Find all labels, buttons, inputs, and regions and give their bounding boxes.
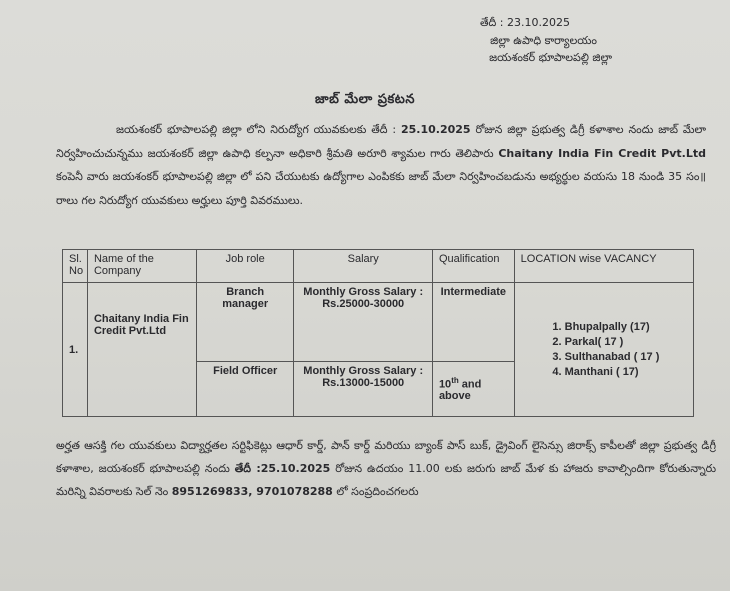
footer-text-1: అర్హత ఆసక్తి గల యువకులు విద్యార్హతల సర్టిఫికెట్లు ఆధార్ కార్డ్, పాన్ కార్డ్ మరియు బ్యాంక్ పాస్ బుక్, డ్రైవింగ్ లైసెన్సు జిరాక్స్ కాపీలతో జిల్లా ప్రభుత్వ డిగ్రీ కళాశాల, జయశంకర్ భూపాలపల్లి నందు <box>56 439 716 475</box>
header-date: తేదీ : 23.10.2025 <box>479 16 570 29</box>
footer-paragraph <box>56 434 716 503</box>
table-row <box>63 283 694 362</box>
location-list <box>521 320 687 380</box>
cell-salary: Monthly Gross Salary : Rs.25000-30000 <box>294 283 432 362</box>
header-sl-no: Sl. No <box>63 250 88 283</box>
location-item: 1. Bhupalpally (17) <box>565 320 687 335</box>
cell-salary: Monthly Gross Salary : Rs.13000-15000 <box>294 362 432 417</box>
header-job-role: Job role <box>196 250 294 283</box>
qualification-number: 10 <box>438 378 452 391</box>
location-item: 2. Parkal( 17 ) <box>565 335 687 350</box>
qualification-rest: and above <box>438 378 482 403</box>
location-item: 3. Sulthanabad ( 17 ) <box>565 350 687 365</box>
cell-sl-no: 1. <box>63 283 88 417</box>
intro-date: 25.10.2025 <box>401 123 471 136</box>
header-salary: Salary <box>294 250 432 283</box>
footer-phones: 8951269833, 9701078288 <box>171 485 333 498</box>
vacancy-table <box>62 249 694 417</box>
intro-paragraph <box>56 118 706 212</box>
footer-text-2: రోజున ఉదయం 11.00 లకు జరుగు జాబ్ మేళ కు హాజరు కావాల్సిందిగా కోరుతున్నారు మరిన్ని వివరాలకు సెల్ నెం <box>56 462 716 498</box>
cell-company: Chaitany India Fin Credit Pvt.Ltd <box>87 283 196 417</box>
table-header-row <box>63 250 694 283</box>
footer-text-3: లో సంప్రదించగలరు <box>332 485 419 498</box>
cell-qualification: Intermediate <box>432 283 514 362</box>
notice-title: జాబ్ మేలా ప్రకటన <box>315 92 415 107</box>
intro-text-2: రోజున జిల్లా ప్రభుత్వ డిగ్రీ కళాశాల నందు జాబ్ మేలా నిర్వహించుచున్నము జయశంకర్ జిల్లా ఉపాధి కల్పనా అధికారి శ్రీమతి అరూరి శ్యామల గారు తెలిపారు <box>56 123 706 160</box>
cell-locations <box>514 283 693 417</box>
cell-job-role: Branch manager <box>196 283 294 362</box>
header-qualification: Qualification <box>432 250 514 283</box>
footer-date: తేదీ :25.10.2025 <box>234 462 331 475</box>
cell-job-role: Field Officer <box>196 362 294 417</box>
intro-text-1: జయశంకర్ భూపాలపల్లి జిల్లా లోని నిరుద్యోగ యువకులకు తేదీ : <box>116 123 401 136</box>
qualification-suffix: th <box>451 375 459 385</box>
intro-company: Chaitany India Fin Credit Pvt.Ltd <box>498 146 706 160</box>
header-company: Name of the Company <box>87 250 196 283</box>
header-office: జిల్లా ఉపాధి కార్యాలయం <box>490 34 597 47</box>
location-item: 4. Manthani ( 17) <box>565 365 687 380</box>
cell-qualification <box>432 362 514 417</box>
header-district: జయశంకర్ భూపాలపల్లి జిల్లా <box>489 51 612 64</box>
header-location: LOCATION wise VACANCY <box>514 250 693 283</box>
intro-text-3: కంపెనీ వారు జయశంకర్ భూపాలపల్లి జిల్లా లో పని చేయుటకు ఉద్యోగాల ఎంపికకు జాబ్ మేలా నిర్వహించబడును అభ్యర్థుల వయసు 18 నుండి 35 సం॥ రాలు గల నిరుద్యోగ యువకులు అర్హులు పూర్తి వివరములు. <box>56 170 706 207</box>
